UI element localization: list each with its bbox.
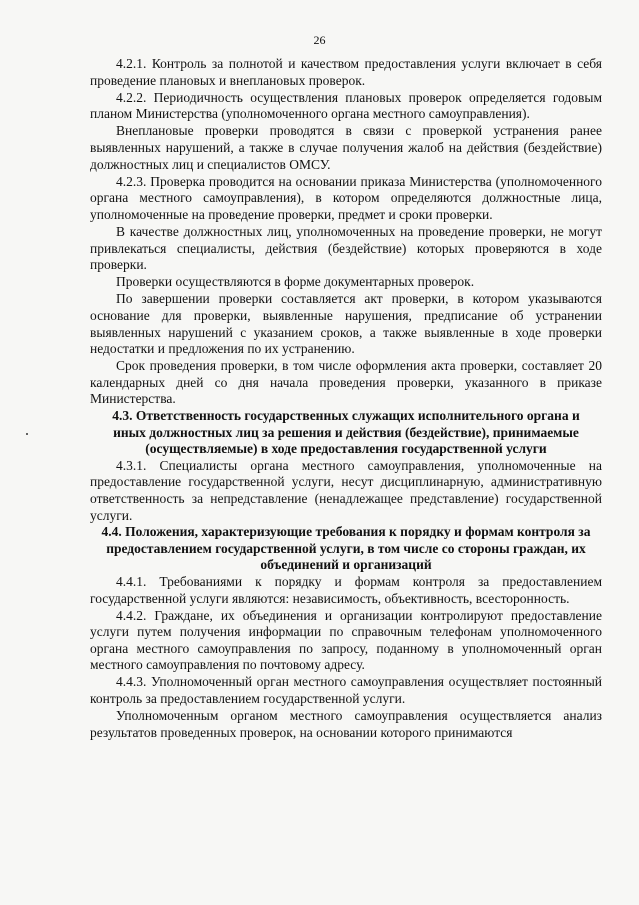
paragraph-4-2-2: 4.2.2. Периодичность осуществления плановых проверок определяется годовым планом Министерства (уполномоченного органа местного самоуправления). [90,89,602,122]
paragraph-4-4-1: 4.4.1. Требованиями к порядку и формам контроля за предоставлением государственной услуги являются: независимость, объективность, всесторонность. [90,573,602,606]
section-heading-4-4: 4.4. Положения, характеризующие требования к порядку и формам контроля за предоставлением государственной услуги, в том числе со стороны граждан, их объединений и организаций [101,524,591,573]
paragraph-officials: В качестве должностных лиц, уполномоченных на проведение проверки, не могут привлекаться специалисты, действия (бездействие) которых проверяются в ходе проверки. [90,223,602,273]
paragraph-unscheduled-checks: Внеплановые проверки проводятся в связи с проверкой устранения ранее выявленных нарушений, а также в случае получения жалоб на действия (бездействие) должностных лиц и специалистов ОМСУ. [90,123,602,172]
page-number: 26 [313,33,326,47]
paragraph-check-act: По завершении проверки составляется акт проверки, в котором указываются основание для проверки, выявленные нарушения, предписание об устранении выявленных нарушений с указанием сроков, а также выявленные в ходе проверки недостатки и предложения по их устранению. [90,291,602,357]
paragraph-analysis: Уполномоченным органом местного самоуправления осуществляется анализ результатов проведенных проверок, на основании которого принимаются [90,708,602,740]
scan-speck [26,433,28,435]
paragraph-4-2-1: 4.2.1. Контроль за полнотой и качеством предоставления услуги включает в себя проведение плановых и внеплановых проверок. [90,56,602,88]
paragraph-4-2-3: 4.2.3. Проверка проводится на основании приказа Министерства (уполномоченного органа местного самоуправления), в котором определяются должностные лица, уполномоченные на проведение проверки, предмет и сроки проверки. [90,173,602,222]
paragraph-4-3-1: 4.3.1. Специалисты органа местного самоуправления, уполномоченные на предоставление государственной услуги, несут дисциплинарную, административную ответственность за непредставление (ненадлежащее представление) государственной услуги. [90,457,602,523]
paragraph-check-form: Проверки осуществляются в форме документарных проверок. [116,274,475,290]
paragraph-check-term: Срок проведения проверки, в том числе оформления акта проверки, составляет 20 календарных дней со дня начала проведения проверки, указанного в приказе Министерства. [90,358,602,407]
paragraph-4-4-2: 4.4.2. Граждане, их объединения и организации контролируют предоставление услуги путем получения информации по справочным телефонам уполномоченного органа местного самоуправления по запросу, поданному в уполномоченный орган местного самоуправления по почтовому адресу. [90,607,602,673]
paragraph-4-4-3: 4.4.3. Уполномоченный орган местного самоуправления осуществляет постоянный контроль за предоставлением государственной услуги. [90,674,602,707]
document-body [90,56,602,741]
section-heading-4-3: 4.3. Ответственность государственных служащих исполнительного органа и иных должностных лиц за решения и действия (бездействие), принимаемые (осуществляемые) в ходе предоставления государственной услуги [112,407,580,457]
